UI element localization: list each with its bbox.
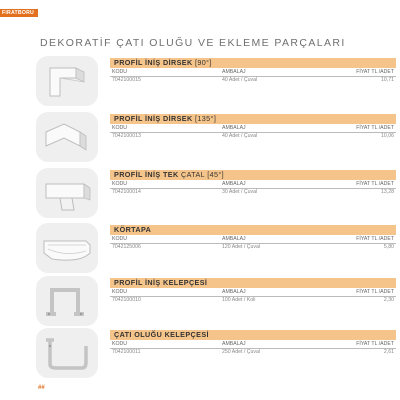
product-name: PROFİL İNİŞ DİRSEK [90°] bbox=[110, 58, 396, 68]
table-header: KODU AMBALAJ FİYAT TL /ADET bbox=[112, 289, 394, 295]
product-name: ÇATI OLUĞU KELEPÇESİ bbox=[110, 330, 396, 340]
page-title: DEKORATİF ÇATI OLUĞU VE EKLEME PARÇALARI bbox=[40, 37, 346, 49]
pipe-clamp-icon bbox=[36, 276, 98, 326]
table-row: 7042100013 40 Adet / Çuval 10,06 bbox=[112, 133, 394, 139]
product-card bbox=[36, 276, 394, 326]
table-header: KODU AMBALAJ FİYAT TL /ADET bbox=[112, 181, 394, 187]
table-header: KODU AMBALAJ FİYAT TL /ADET bbox=[112, 236, 394, 242]
elbow-90-icon bbox=[36, 56, 98, 106]
page-number: ## bbox=[38, 385, 45, 391]
product-image bbox=[36, 276, 98, 326]
table-row: 7042125006 120 Adet / Çuval 5,80 bbox=[112, 244, 394, 250]
end-cap-icon bbox=[36, 223, 98, 273]
table-row: 7042100011 250 Adet / Çuval 2,61 bbox=[112, 349, 394, 355]
product-card bbox=[36, 56, 394, 106]
product-image bbox=[36, 112, 98, 162]
table-row: 7042100010 100 Adet / Koli 2,30 bbox=[112, 297, 394, 303]
product-image bbox=[36, 168, 98, 218]
product-image bbox=[36, 328, 98, 378]
product-card bbox=[36, 112, 394, 162]
branch-45-icon bbox=[36, 168, 98, 218]
product-name: PROFİL İNİŞ TEK ÇATAL [45°] bbox=[110, 170, 396, 180]
product-image bbox=[36, 223, 98, 273]
product-card bbox=[36, 328, 394, 378]
product-name: PROFİL İNİŞ KELEPÇESİ bbox=[110, 278, 396, 288]
gutter-bracket-icon bbox=[36, 328, 98, 378]
table-header: KODU AMBALAJ FİYAT TL /ADET bbox=[112, 341, 394, 347]
brand-logo: FIRATBORU bbox=[0, 9, 38, 17]
elbow-135-icon bbox=[36, 112, 98, 162]
product-name: KÖRTAPA bbox=[110, 225, 396, 235]
table-header: KODU AMBALAJ FİYAT TL /ADET bbox=[112, 69, 394, 75]
table-header: KODU AMBALAJ FİYAT TL /ADET bbox=[112, 125, 394, 131]
table-row: 7042100014 30 Adet / Çuval 13,28 bbox=[112, 189, 394, 195]
table-row: 7042100015 40 Adet / Çuval 10,71 bbox=[112, 77, 394, 83]
product-card bbox=[36, 168, 394, 218]
product-card bbox=[36, 223, 394, 273]
product-image bbox=[36, 56, 98, 106]
product-name: PROFİL İNİŞ DİRSEK [135°] bbox=[110, 114, 396, 124]
